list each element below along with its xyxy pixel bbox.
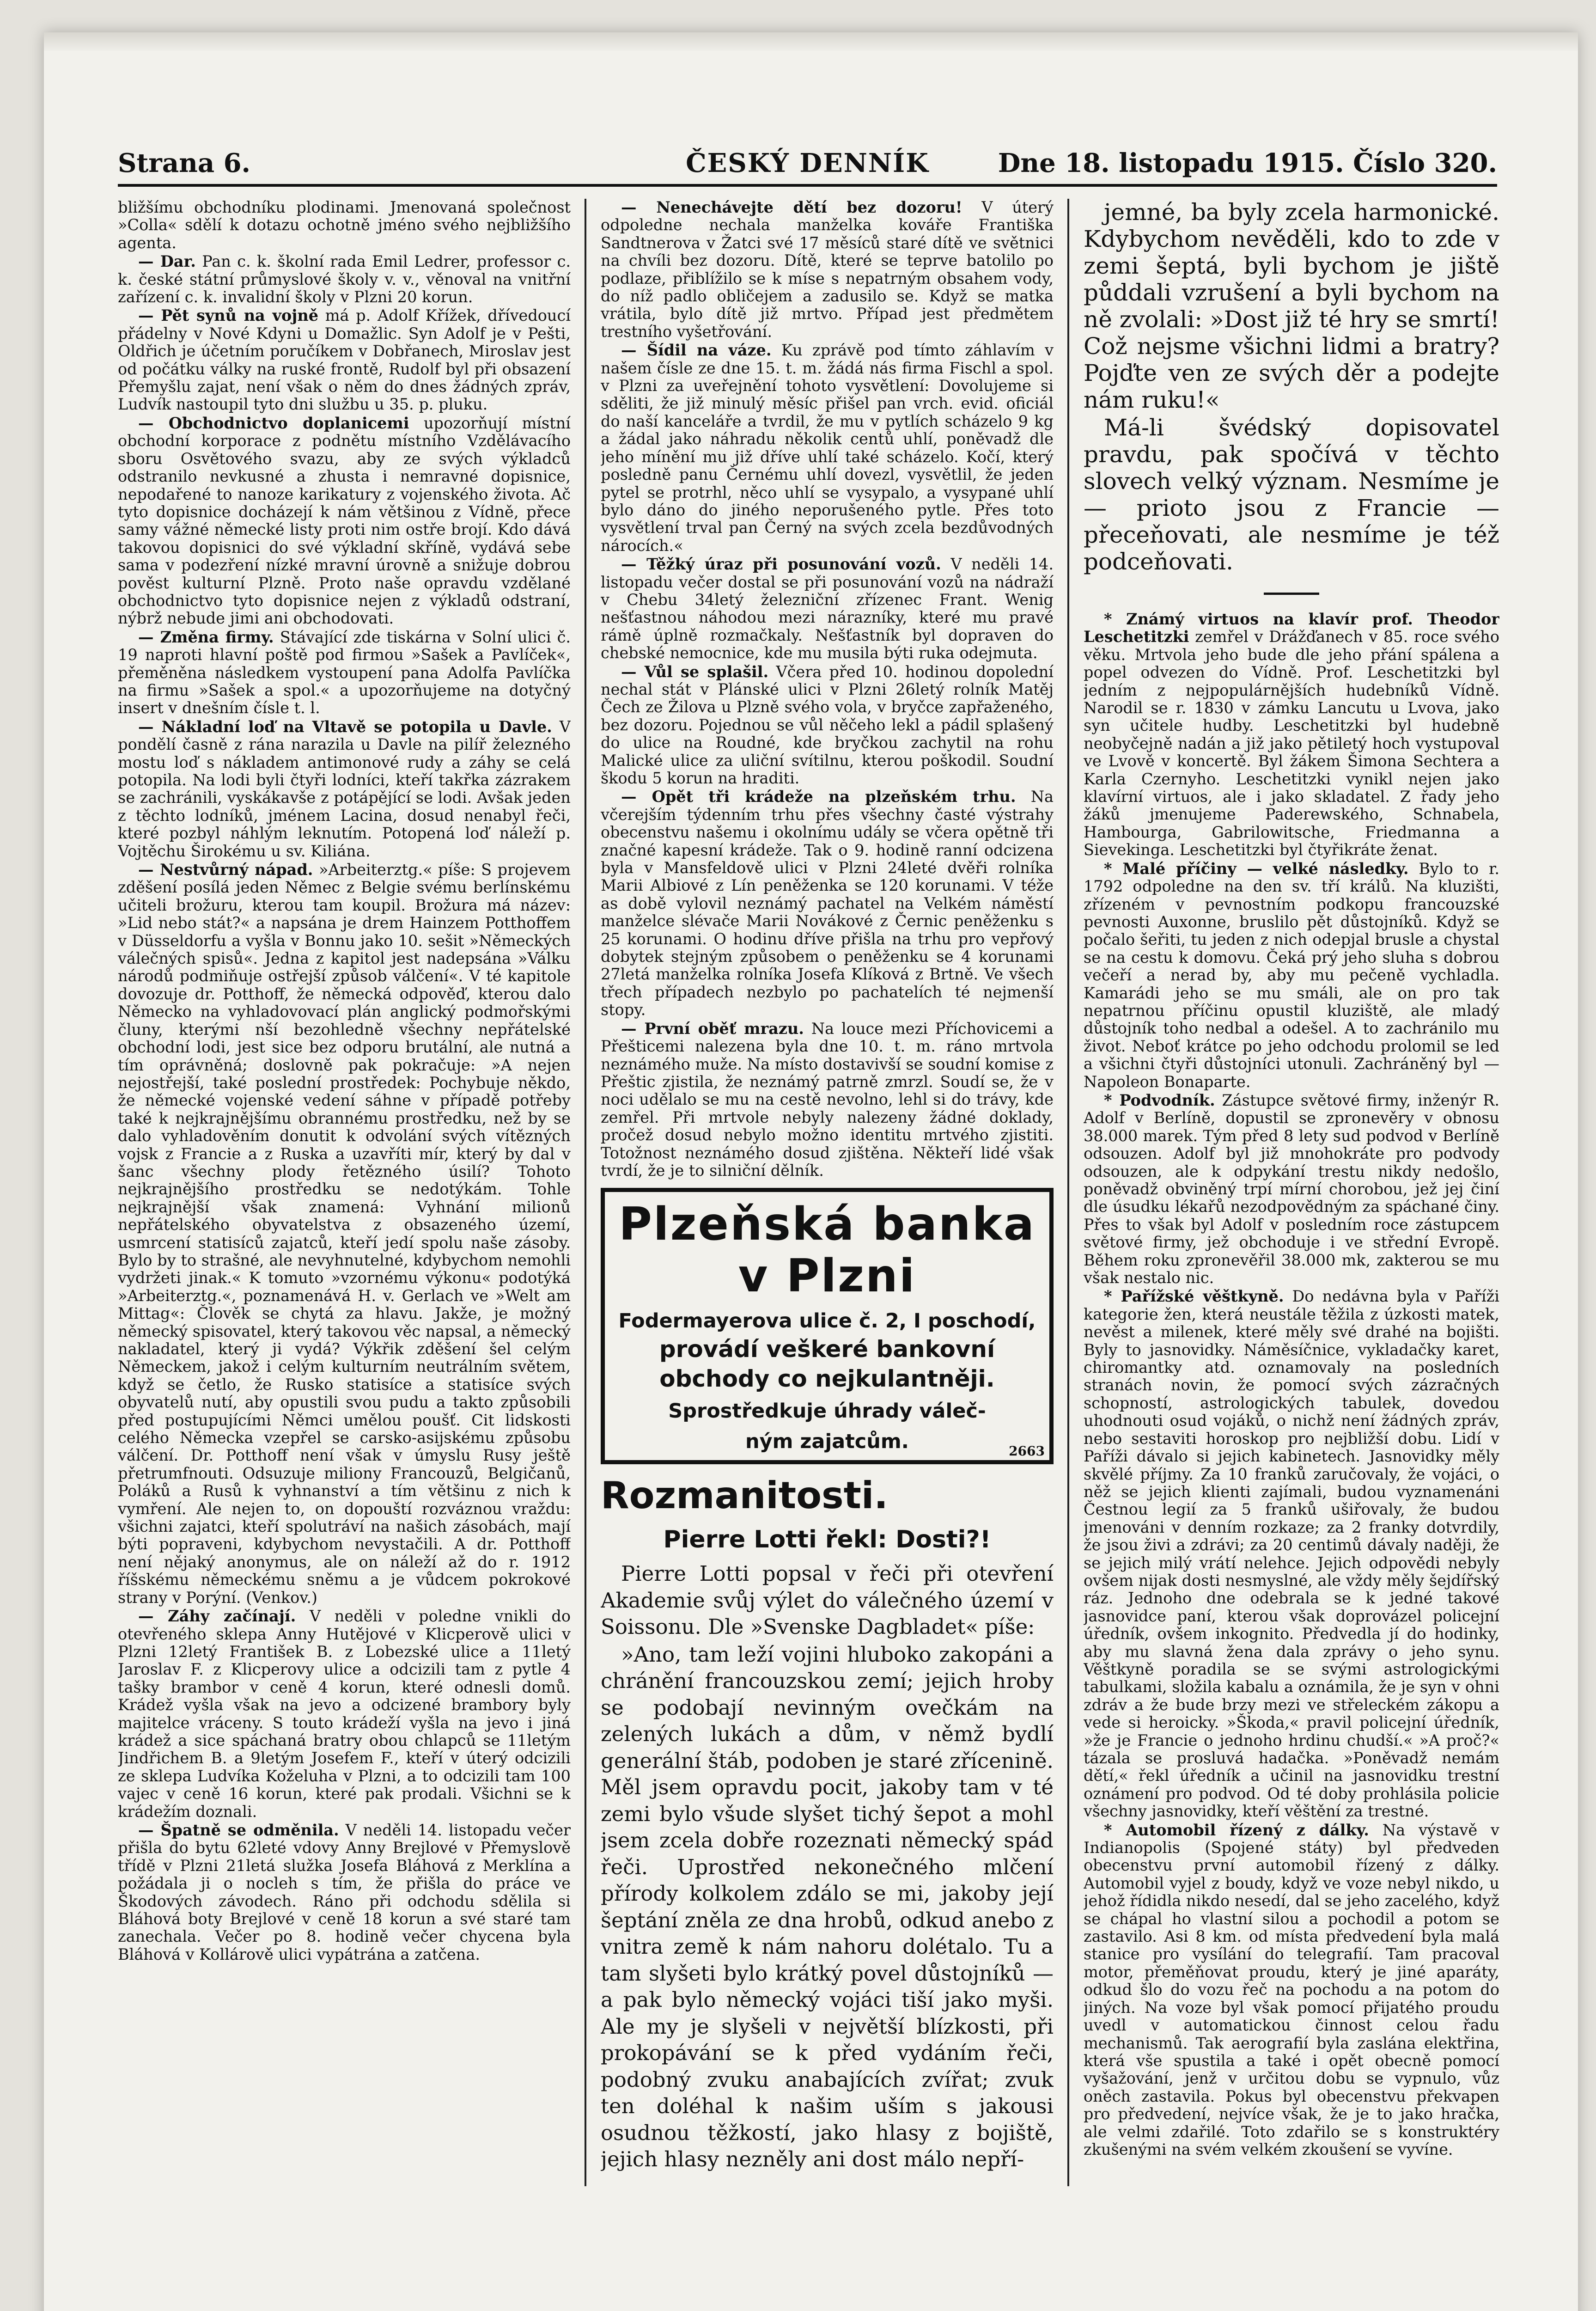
article-paragraph	[118, 861, 571, 1607]
article-headline: — Nákladní loď na Vltavě se potopila u Davle.	[138, 717, 552, 736]
article-text: Do nedávna byla v Paříži kategorie žen, která neustále těžila z úzkosti matek, nevěst a milenek, které měly své drahé na bojišti. Byly to jasnovidky. Náměsíčnice, vykladačky karet, chiromantky atd. oznamovaly na posledních stranách novin, že pomocí svých zázračných schopností, astrologických tabulek, dovedou uhodnouti osud vojáků, o nichž není žádných zpráv, nebo sestaviti horoskop pro nejbližší dobu. Lidí v Paříži dávalo si jejich kabinetech. Jasnovidky měly skvělé příjmy. Za 10 franků zaručovaly, že vojáci, o něž se jejich klienti zajímali, budou vyznamenáni Čestnou legií za 5 franků ušiřovaly, že budou jmenováni v denním rozkaze; za 2 franky dotvrdily, že jsou živi a zdrávi; za 20 centimů dávaly naději, že se jejich milý vrátí nelehce. Jejich odpovědi nebyly ovšem nijak dosti nesmyslné, ale vždy měly šejdířský ráz. Jednoho dne odebrala se k jedné takové jasnovidce paní, kterou však doprovázel policejní úředník, ovšem inkognito. Předvedla jí do hodinky, aby mu slavná žena dala zprávy o jeho synu. Věštkyně poradila se se svými astrologickými tabulkami, složila kabalu a oznámila, že je syn v ohni zdráv a že bude brzy mezi ve střeleckém zákopu a vede si heroicky. »Škoda,« pravil policejní úředník, »že je Francie o jednoho hrdinu chudší.« »A proč?« tázala se prosluvá hadačka. »Poněvadž nemám dětí,« řekl úředník a učinil na jasnovidku trestní oznámení pro podvod. Od té doby prohlásila policie všechny jasnovidky, kteří věštění za trestné.	[1084, 1287, 1499, 1821]
article-text: V úterý odpoledne nechala manželka kováře Františka Sandtnerova v Žatci své 17 měsíců staré dítě ve světnici na chvíli bez dozoru. Dítě, které se teprve batolilo po podlaze, přiblížilo se k míse s nepatrným obsahem vody, do níž padlo obličejem a zadusilo se. Když se matka vrátila, bylo dítě již mrtvo. Případ jest předmětem trestního vyšetřování.	[601, 199, 1054, 341]
ad-address: Fodermayerova ulice č. 2, I poschodí,	[618, 1309, 1036, 1333]
article-text: V pondělí časně z rána narazila u Davle na pilíř železného mostu loď s nákladem antimonové rudy a záhy se celá potopila. Na lodi byli čtyři lodníci, kteří takřka zázrakem se zachránili, vyskákavše z potápějící se lodi. Avšak jeden z těchto lodníků, jménem Lacina, dosud nenabyl řeči, které pozbyl náhlým leknutím. Potopená loď náleží p. Vojtěchu Širokému u sv. Kiliána.	[118, 717, 571, 860]
article-headline: — Změna firmy.	[138, 628, 274, 646]
article-paragraph	[601, 663, 1054, 788]
article-paragraph	[118, 1608, 571, 1821]
article-paragraph	[1084, 860, 1499, 1091]
article-paragraph	[118, 718, 571, 860]
ad-slogan: provádí veškeré bankovní	[659, 1336, 995, 1363]
article-paragraph	[118, 415, 571, 628]
article-paragraph	[601, 342, 1054, 555]
article-text: Bylo to r. 1792 odpoledne na den sv. tří králů. Na kluzišti, zřízeném v pevnostním podkopu francouzské pevnosti Auxonne, bruslilo pět důstojníků. Když se počalo šeřiti, tu jeden z nich odepjal brusle a chystal se na cestu k domovu. Čeká prý jeho sluha s dobrou večeří a nerad by, aby mu pečeně vychladla. Kamarádi jeho se mu smáli, ale on pro tak nepatrnou příčinu opustil kluziště, ale mladý důstojník toho nedbal a odešel. A to zachránilo mu život. Neboť krátce po jeho odchodu prolomil se led a všichni čtyři důstojníci utonuli. Zachráněný byl — Napoleon Bonaparte.	[1084, 859, 1499, 1091]
article-paragraph	[118, 1822, 571, 1963]
article-paragraph	[1084, 611, 1499, 859]
article-headline: — Pět synů na vojně	[138, 306, 319, 325]
article-paragraph	[118, 307, 571, 413]
article-text: V neděli 14. listopadu večer dostal se při posunování vozů na nádraží v Chebu 34letý železniční zřízenec Frant. Wenig nešťastnou náhodou mezi nárazníky, které mu pravé rámě úplně rozmačkaly. Nešťastník byl dopraven do chebské nemocnice, kde mu musila býti ruka odejmuta.	[601, 555, 1054, 662]
article-paragraph	[601, 199, 1054, 341]
article-paragraph: jemné, ba byly zcela harmonické. Kdybychom nevěděli, kdo to zde v zemi šeptá, byli bychom je jiště půddali vzrušení a byli bychom na ně zvolali: »Dost již té hry se smrtí! Což nejsme všichni lidmi a bratry? Pojďte ven ze svých děr a podejte nám ruku!«	[1084, 199, 1499, 413]
article-headline: — Záhy začínají.	[138, 1607, 296, 1626]
bank-advertisement	[601, 1188, 1054, 1464]
column-1	[118, 199, 571, 2186]
newspaper-title: ČESKÝ DENNÍK	[686, 148, 929, 178]
article-headline: * Známý virtuos na klavír prof. Theodor Leschetitzki	[1084, 610, 1499, 646]
article-headline: * Malé příčiny — velké následky.	[1104, 859, 1409, 878]
ad-subtext: Sprostředkuje úhrady váleč-	[668, 1400, 986, 1423]
article-paragraph	[118, 199, 571, 252]
article-paragraph	[118, 629, 571, 717]
article-paragraph	[601, 1020, 1054, 1180]
article-headline: — Špatně se odměnila.	[138, 1821, 339, 1839]
article-text: Zástupce světové firmy, inženýr R. Adolf v Berlíně, dopustil se zpronevěry v obnosu 38.000 marek. Tým před 8 lety sud podvod v Berlíně odsouzen. Adolf byl již mnohokráte pro podvody odsouzen, ale k odpykání trestu nikdy nedošlo, poněvadž obviněný trpí mírní chorobou, jež jej činí dle úsudku lékařů nezodpovědným za spáchané činy. Přes to však byl Adolf v posledním roce zástupcem světové firmy, jež obchoduje i ve střední Evropě. Během roku zpronevěřil 38.000 mk, zakterou se mu však nestalo nic.	[1084, 1091, 1499, 1287]
page-number: Strana 6.	[118, 148, 251, 178]
article-paragraph	[1084, 1288, 1499, 1820]
scan-edge	[44, 32, 1578, 51]
masthead	[118, 148, 1497, 187]
article-text: Na louce mezi Příchovicemi a Přešticemi nalezena byla dne 10. t. m. ráno mrtvola neznámého muže. Na místo dostavivší se soudní komise z Přeštic zjistila, že neznámý patrně zmrzl. Soudí se, že v noci udělalo se mu na cestě nevolno, lehl si do trávy, kde zemřel. Při mrtvole nebyly nalezeny žádné doklady, pročež dosud nebylo možno identitu mrtvého zjistiti. Totožnost neznámého dosud zjištěna. Někteří lidé však tvrdí, že je to silniční dělník.	[601, 1019, 1054, 1180]
article-paragraph: Pierre Lotti popsal v řeči při otevření Akademie svůj výlet do válečného území v Soissonu. Dle »Svenske Dagbladet« píše:	[601, 1561, 1054, 1639]
article-text: »Arbeiterztg.« píše: S projevem zděšení posílá jeden Němec z Belgie svému berlínskému učiteli brožuru, kterou tam koupil. Brožura má název: »Lid nebo stát?« a napsána je drem Hainzem Potthoffem v Düsseldorfu a vyšla v Bonnu jako 10. sešit »Německých válečných spisů«. Jedna z kapitol jest nadepsána »Válku národů podmiňuje ostřejší způsob válčení«. V té kapitole dovozuje dr. Potthoff, že německá odpověď, kterou dalo Německo na vyhladovovací plán anglický podmořskými čluny, kterými nší bezohledně všechny nepřátelské obchodní lodi, jest sice bez odporu brutální, ale nutná a tím oprávněná; doslovně pak pokračuje: »A nejen nejostřejší, také poslední prostředek: Pochybuje někdo, že německé vojenské vedení sáhne v případě potřeby také k nejkrajnějšímu obrannému prostředku, než by se dalo vyhladověním donutit k odvolání svých vítězných vojsk z Francie a z Ruska a uzavříti mír, který by dal v šanc všechny plody řetězného úsilí? Tohoto nejkrajnějšího prostředku se nedotýkám. Tohle nejkrajnější však znamená: Vyhnání milionů nepřátelského obyvatelstva z obsazeného území, usmrcení statisíců zajatců, kteří jedí spolu naše zásoby. Bylo by to strašné, ale nevyhnutelné, kdybychom nemohli vydržeti jinak.« K tomuto »vzornému výkonu« podotýká »Arbeiterztg.«, poznamenává H. v. Gerlach ve »Welt am Mittag«: Člověk se chytá za hlavu. Jakže, je možný německý spisovatel, který takovou věc napsal, a německý nakladatel, který ji vydá? Výkřik zděšení šel celým Německem, jakož i celým kulturním neutrálním světem, když se četlo, že Rusko statisíce a statisíce svých obyvatelů nutí, aby opustili svou pudu a takto způsobili před postupujícími Němci umělou poušť. Cit lidskosti celého Německa vzepřel se carsko-asijskému způsobu válčení. Dr. Potthoff není však v úmyslu Rusy ještě přetrumfnouti. Odsuzuje miliony Francouzů, Belgičanů, Poláků a Rusů k vyhnanství a tím většinu z nich k vymření. Ale nejen to, on dopouští rozváznou vraždu: všichni zajatci, kteří spolutráví na našich zásobách, mají býti popraveni, kdybychom nevystačili. A dr. Potthoff není nějaký anonymus, ale on náleží až do r. 1912 říšskému německému sněmu a je vůdcem pokrokové strany v Porýní. (Venkov.)	[118, 861, 571, 1607]
column-rule	[1067, 199, 1069, 2186]
article-headline: * Pařížské věštkyně.	[1104, 1287, 1284, 1306]
article-headline: Pierre Lotti řekl: Dosti?!	[663, 1526, 991, 1554]
column-rule	[585, 199, 586, 2186]
article-paragraph	[1084, 1092, 1499, 1287]
article-paragraph: »Ano, tam leží vojini hluboko zakopáni a chránění francouzskou zemí; jejich hroby se podobají nevinným ovečkám na zelených lukách a dům, v němž bydlí generální štáb, podoben je staré zřícenině. Měl jsem opravdu pocit, jakoby tam v té zemi bylo všude slyšet tichý šepot a mohl jsem zcela dobře rozeznati německý spád řeči. Uprostřed nekonečného mlčení přírody kolkolem zdálo se mi, jakoby její šeptání zněla ze dna hrobů, odkud anebo z vnitra země k nám nahoru dolétalo. Tu a tam slyšeti bylo krátký povel důstojníků — a pak bylo německý vojáci tiší jako myši. Ale my je slyšeli v největší blízkosti, při prokopávání se k před vydáním řeči, podobný zvuku anabajících zvířat; zvuk ten doléhal k našim uším s jakousi osudnou těžkostí, jako hlasy z bojiště, jejich hlasy nezněly ani dost málo nepří-	[601, 1642, 1054, 2172]
article-text: Ku zprávě pod tímto záhlavím v našem čísle ze dne 15. t. m. žádá nás firma Fischl a spol. v Plzni za uveřejnění tohoto vysvětlení: Dovolujeme si sděliti, že již minulý měsíc přišel pan vrch. evid. oficiál do naší kanceláře a tvrdil, že mu v pytlích scházelo 9 kg a žádal jako náhradu několik centů uhlí, poněvadž dle jeho mínění mu již dříve uhlí také scházelo. Kočí, který posledně panu Černému uhlí dovezl, vysvětlil, že jeden pytel se protrhl, něco uhlí se vysypalo, a vysypané uhlí bylo dáno do jiného neporušeného pytle. Přes toto vysvětlení trval pan Černý na svých zcela bezdůvodných nárocích.«	[601, 341, 1054, 555]
article-headline: — Vůl se splašil.	[621, 662, 769, 681]
article-paragraph	[118, 253, 571, 306]
column-2	[601, 199, 1054, 2186]
ad-number: 2663	[1009, 1443, 1045, 1459]
article-text: Na výstavě v Indianopolis (Spojené státy) byl předveden obecenstvu první automobil řízený z dálky. Automobil vyjel z boudy, když ve voze nebyl nikdo, u jehož řídidla nikdo nesedí, dal se jeho zacelého, když se chápal ho vlastní silou a pochodil a potom se zastavilo. Asi 8 km. od místa předvedení byla malá stanice pro vysílání do telegrafií. Tam pracoval motor, přeměňovat proudu, který je jiné aparáty, odkud šlo do vozu řeč na pochodu a na potom do jiných. Na voze byl však pomocí přijatého proudu uvedl v automatickou činnost celou řadu mechanismů. Tak aerografií byla zaslána elektřina, která vše spustila a také i opět obecně pomocí vyšažování, jenž v určitou dobu se vypnulo, vůz oněch zastavila. Pokus byl obecenstvu překvapen pro předvedení, nejvíce však, že je to jako hračka, ale velmi zdařilé. Toto zdařilo se s konstruktéry zkušenými na svém velkém zkoušení se vyvíne.	[1084, 1821, 1499, 2158]
ad-title: Plzeňská banka	[619, 1198, 1036, 1251]
article-paragraph: Má-li švédský dopisovatel pravdu, pak spočívá v těchto slovech velký význam. Nesmíme je — prioto jsou z Francie — přeceňovati, ale nesmíme je též podceňovati.	[1084, 414, 1499, 575]
column-3	[1084, 199, 1499, 2186]
article-headline: * Automobil řízený z dálky.	[1104, 1821, 1369, 1839]
article-headline: — Nestvůrný nápad.	[138, 861, 313, 879]
ad-slogan: obchody co nejkulantněji.	[659, 1365, 995, 1393]
article-headline: — Obchodnictvo doplanicemi	[138, 414, 409, 432]
article-text: V neděli 14. listopadu večer přišla do bytu 62leté vdovy Anny Brejlové v Přemyslově třídě v Plzni 21letá služka Josefa Bláhová z Merklína a požádala ji o nocleh s tím, že přišla do práce ve Škodových závodech. Ráno při odchodu sdělila si Bláhová boty Brejlové v ceně 18 korun a své staré tam zanechala. Večer po 8. hodině večer chycena byla Bláhová v Kollárově ulici vypátrána a zatčena.	[118, 1821, 571, 1963]
article-text: V neděli v poledne vnikli do otevřeného sklepa Anny Hutějové v Klicperově ulici v Plzni 12letý František B. z Lobezské ulice a 11letý Jaroslav F. z Klicperovy ulice a odcizili tam z pytle 4 tašky brambor v ceně 4 korun, které odnesli domů. Krádež vyšla však na jevo a odcizené brambory byly majitelce vráceny. S touto krádeží vyšla na jevo i jiná krádež a sice spáchaná bratry obou chlapců se 11letým Jindřichem B. a 9letým Josefem F., kteří v úterý odcizili ze sklepa Ludvíka Koželuha v Plzni, a to odcizili tam 100 vajec v ceně 16 korun, které pak prodali. Všichni se k krádežím doznali.	[118, 1607, 571, 1821]
article-paragraph	[601, 788, 1054, 1019]
article-text: bližšímu obchodníku plodinami. Jmenovaná společnost »Colla« sdělí k dotazu ochotně jméno svého nejbližšího agenta.	[118, 199, 571, 252]
separator-rule	[1264, 593, 1319, 595]
article-headline: — Šídil na váze.	[621, 341, 772, 360]
section-heading: Rozmanitosti.	[601, 1474, 888, 1517]
article-text: zemřel v Drážďanech v 85. roce svého věku. Mrtvola jeho bude dle jeho přání spálena a popel odvezen do Vídně. Prof. Leschetitzki byl jedním z nejpopulárnějších hudebníků Vídně. Narodil se r. 1830 v zámku Lancutu u Lvova, jako syn učitele hudby. Leschetitzki byl hudebně neobyčejně nadán a již jako pětiletý hoch vystupoval ve Lvově v koncertě. Byl žákem Šimona Sechtera a Karla Czernyho. Leschetitzki vynikl nejen jako klavírní virtuos, ale i jako skladatel. Z řady jeho žáků jmenujeme Paderewského, Schnabela, Hambourga, Gabrilowitsche, Friedmanna a Sievekinga. Leschetitzki byl čtyřikráte ženat.	[1084, 628, 1499, 859]
article-text: Stávající zde tiskárna v Solní ulici č. 19 naproti hlavní poště pod firmou »Sašek a Pavlíček«, přeměněna následkem vystoupení pana Adolfa Pavlíčka na firmu »Sašek a spol.« a upozorňujeme na dotyčný insert v dnešním čísle t. l.	[118, 628, 571, 717]
article-headline: — Nenechávejte dětí bez dozoru!	[621, 199, 962, 216]
article-text: má p. Adolf Křížek, dřívedoucí přádelny v Nové Kdyni u Domažlic. Syn Adolf je v Pešti, Oldřich je účetním poručíkem v Dobřanech, Miroslav jest od počátku války na ruské frontě, Rudolf byl při obsazení Přemyšlu zajat, není však o něm do dnes žádných zpráv, Ludvík nastoupil tyto dni službu u 35. p. pluku.	[118, 306, 571, 414]
article-text: upozorňují místní obchodní korporace z podnětu místního Vzdělávacího sboru Osvětového svazu, aby ze svých výkladců odstranilo nevkusné a zhusta i nemravné dopisnice, nepodařené to nanoze karikatury z vojenského života. Ač tyto dopisnice docházejí k nám většinou z Vídně, přece samy vážné německé listy proti nim ostře brojí. Kdo dává takovou dopisnici do své výkladní skříně, vydává sebe sama v podezření nízké mravní úrovně a snižuje dobrou pověst kulturní Plzně. Proto naše opravdu vzdělané obchodnictvo tyto dopisnice nejen z výkladů odstraní, nýbrž nebude jimi ani obchodovati.	[118, 414, 571, 628]
article-text: Pan c. k. školní rada Emil Ledrer, professor c. k. české státní průmyslové školy v. v., věnoval na vnitřní zařízení c. k. invalidní školy v Plzni 20 korun.	[118, 252, 571, 306]
article-text: Včera před 10. hodinou dopolední nechal stát v Plánské ulici v Plzni 26letý rolník Matěj Čech ze Žilova u Plzně svého vola, v bryčce zapřaženého, bez dozoru. Pojednou se vůl něčeho lekl a pádil splašený do ulice na Roudné, kde bryčkou zachytil na rohu Malické ulice za uliční svítilnu, kterou poškodil. Soudní škodu 5 korun na hraditi.	[601, 662, 1054, 787]
article-headline: — Opět tři krádeže na plzeňském trhu.	[621, 788, 1016, 806]
article-headline: * Podvodník.	[1104, 1091, 1215, 1109]
article-paragraph	[601, 556, 1054, 662]
article-headline: — Dar.	[138, 252, 196, 271]
article-paragraph	[1084, 1822, 1499, 2159]
article-headline: — První oběť mrazu.	[621, 1019, 804, 1038]
ad-subtext: ným zajatcům.	[745, 1430, 909, 1454]
article-headline: — Těžký úraz při posunování vozů.	[621, 555, 941, 574]
issue-date: Dne 18. listopadu 1915. Číslo 320.	[998, 148, 1497, 178]
ad-title: v Plzni	[738, 1250, 916, 1303]
article-text: Na včerejším týdenním trhu přes všechny časté výstrahy obecenstvu našemu i okolnímu udály se včera opětně tři značné kapesní krádeže. Tak o 9. hodině ranní odcizena byla v Mansfeldově ulici v Plzni 24leté dvěři rolníka Marii Albiové z Lín peněženka se 120 korunami. V téže as době vylovil neznámý pachatel na Velkém náměstí manželce slévače Marii Novákové z Černic peněženku s 25 korunami. O hodinu dříve přišla na trhu pro vepřový dobytek stejným způsobem o peněženku se 4 korunami 27letá manželka rolníka Josefa Klíková z Brtně. Ve všech třech případech nezbylo po pachatelích té nejmenší stopy.	[601, 788, 1054, 1019]
